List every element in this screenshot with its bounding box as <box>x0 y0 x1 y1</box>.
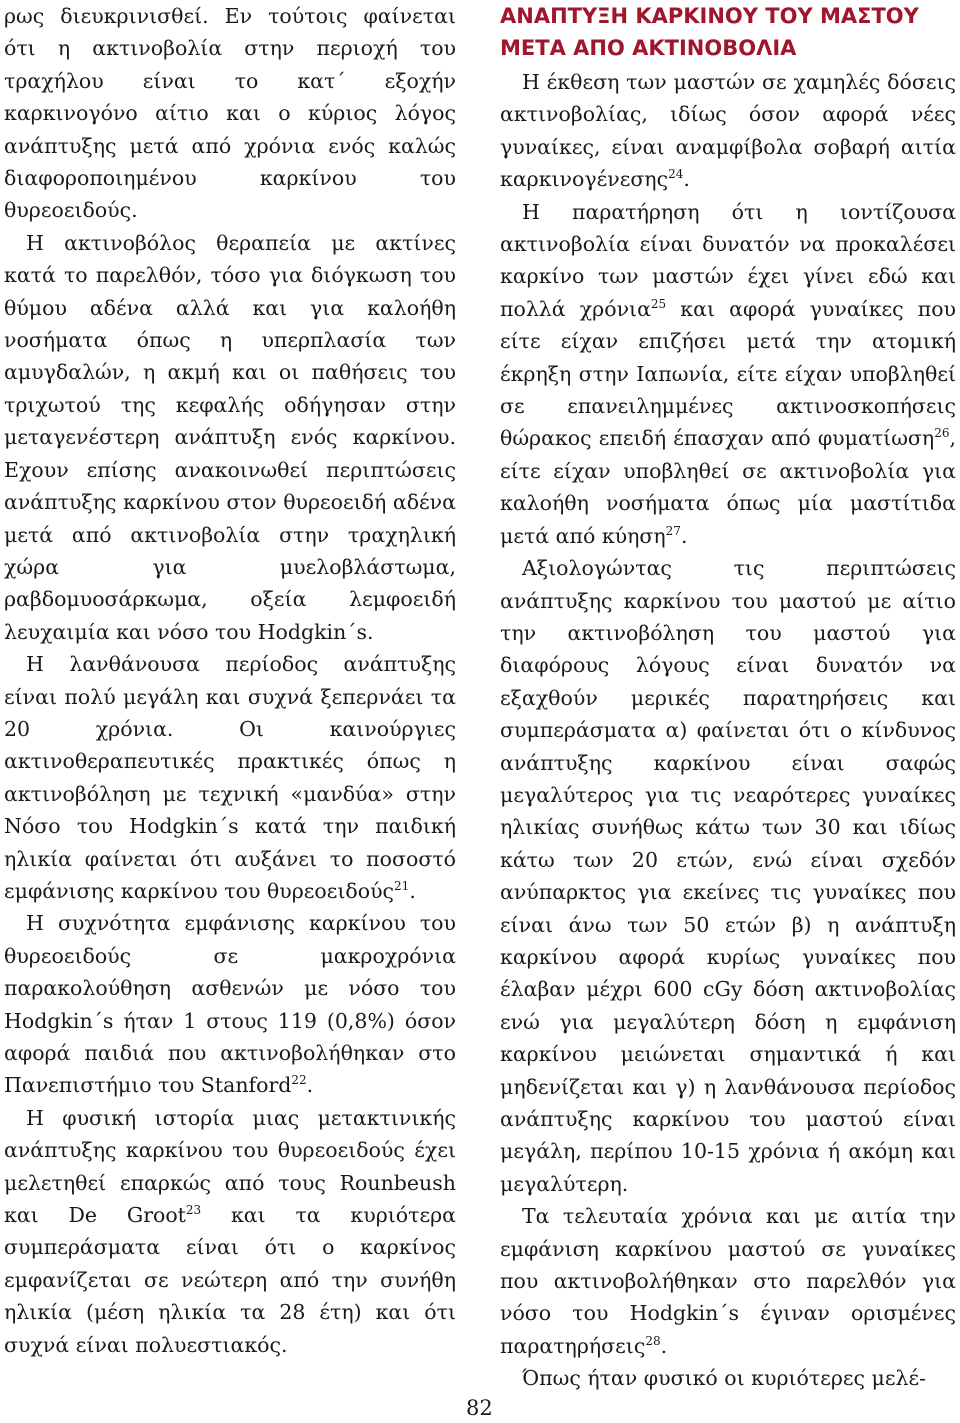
footnote-ref: 27 <box>665 523 681 538</box>
footnote-ref: 21 <box>394 879 410 894</box>
footnote-ref: 28 <box>645 1334 661 1349</box>
footnote-ref: 26 <box>934 426 950 441</box>
paragraph: ρως διευκρινισθεί. Εν τούτοις φαίνεται ότι η ακτινοβολία στην περιοχή του τραχήλου είναι το κατ΄ εξοχήν καρκινογόνο αίτιο και ο κύριος λόγος ανάπτυξης μετά από χρόνια ενός καλώς διαφοροποιημένου καρκίνου του θυρεοειδούς. <box>4 4 456 223</box>
paragraph: Η ακτινοβόλος θεραπεία με ακτίνες κατά το παρελθόν, τόσο για διόγκωση του θύμου αδένα αλλά και για καλοήθη νοσήματα όπως η υπερπλασία των αμυγδαλών, η ακμή και οι παθήσεις του τριχωτού της κεφαλής οδήγησαν στην μεταγενέστερη ανάπτυξη ενός καρκίνου. Εχουν επίσης ανακοινωθεί περιπτώσεις ανάπτυξης καρκίνου στον θυρεοειδή αδένα μετά από ακτινοβολία στην τραχηλική χώρα για μυελοβλάστωμα, ραβδομυοσάρκωμα, οξεία λεμφοειδή λευχαιμία και νόσο του Hodgkin΄s. <box>4 230 456 644</box>
paragraph: Η συχνότητα εμφάνισης καρκίνου του θυρεοειδούς σε μακροχρόνια παρακολούθηση ασθενών με νόσο του Hodgkin΄s ήταν 1 στους 119 (0,8%) όσον αφορά παιδιά που ακτινοβολήθηκαν στο Πανεπιστήμιο του Stanford$^{22}$. <box>4 911 456 1098</box>
footnote-ref: 22 <box>291 1073 307 1088</box>
right-column <box>500 0 956 1395</box>
paragraph: Η φυσική ιστορία μιας μετακτινικής ανάπτυξης καρκίνου του θυρεοειδούς έχει μελετηθεί επαρκώς από τους Rounbeush και De Groot$^{23}$ και τα κυριότερα συμπεράσματα είναι ότι ο καρκίνος εμφανίζεται σε νεώτερη από την συνήθη ηλικία (μέση ηλικία τα 28 έτη) και ότι συχνά είναι πολυεστιακός. <box>4 1105 456 1357</box>
paragraph: Η λανθάνουσα περίοδος ανάπτυξης είναι πολύ μεγάλη και συχνά ξεπερνάει τα 20 χρόνια. Οι καινούργιες ακτινοθεραπευτικές πρακτικές όπως η ακτινοβόληση με τεχνική «μανδύα» στην Νόσο του Hodgkin΄s κατά την παιδική ηλικία φαίνεται ότι αυξάνει το ποσοστό εμφάνισης καρκίνου του θυρεοειδούς$^{21}$. <box>4 652 456 903</box>
paragraph: Η έκθεση των μαστών σε χαμηλές δόσεις ακτινοβολίας, ιδίως όσον αφορά νέες γυναίκες, είναι αναμφίβολα σοβαρή αιτία καρκινογένεσης$^{24}$. <box>500 70 956 192</box>
footnote-ref: 24 <box>668 167 684 182</box>
paragraph: Αξιολογώντας τις περιπτώσεις ανάπτυξης καρκίνου του μαστού με αίτιο την ακτινοβόληση του μαστού για διαφόρους λόγους είναι δυνατόν να εξαχθούν μερικές παρατηρήσεις και συμπεράσματα α) φαίνεται ότι ο κίνδυνος ανάπτυξης καρκίνου είναι σαφώς μεγαλύτερος για τις νεαρότερες γυναίκες ηλικίας συνήθως κάτω των 30 και ιδίως κάτω των 20 ετών, ενώ είναι σχεδόν ανύπαρκτος για εκείνες τις γυναίκες που είναι άνω των 50 ετών β) η ανάπτυξη καρκίνου αφορά κυρίως γυναίκες που έλαβαν μέχρι 600 cGy δόση ακτινοβολίας ενώ για μεγαλύτερη δόση η εμφάνιση καρκίνου μειώνεται σημαντικά ή και μηδενίζεται και γ) η λανθάνουσα περίοδος ανάπτυξης καρκίνου του μαστού είναι μεγάλη, περίπου 10-15 χρόνια ή ακόμη και μεγαλύτερη. <box>500 556 956 1196</box>
left-column <box>4 0 456 1361</box>
paragraph: Τα τελευταία χρόνια και με αιτία την εμφάνιση καρκίνου μαστού σε γυναίκες που ακτινοβολήθηκαν στο παρελθόν για νόσο του Hodgkin΄s έγιναν ορισμένες παρατηρήσεις$^{28}$. <box>500 1204 956 1358</box>
footnote-ref: 25 <box>650 297 667 312</box>
paragraph: Όπως ήταν φυσικό οι κυριότερες μελέ- <box>522 1366 926 1391</box>
paragraph: Η παρατήρηση ότι η ιοντίζουσα ακτινοβολία είναι δυνατόν να προκαλέσει καρκίνο των μαστών έχει γίνει εδώ και πολλά χρόνια$^{25}$ και αφορά γυναίκες που είτε είχαν επιζήσει μετά την ατομική έκρηξη στην Ιαπωνία, είτε είχαν υποβληθεί σε επανειλημμένες ακτινοσκοπήσεις θώρακος επειδή έπασχαν από φυματίωση$^{26}$, είτε είχαν υποβληθεί σε ακτινοβολία για καλοήθη νοσήματα όπως μία μαστίτιδα μετά από κύηση$^{27}$. <box>500 199 956 548</box>
page-number: 82 <box>466 1396 493 1420</box>
section-heading: ΑΝΑΠΤΥΞΗ ΚΑΡΚΙΝΟΥ ΤΟΥ ΜΑΣΤΟΥ ΜΕΤΑ ΑΠΟ ΑΚΤΙΝΟΒΟΛΙΑ <box>500 4 919 60</box>
footnote-ref: 23 <box>185 1203 202 1218</box>
